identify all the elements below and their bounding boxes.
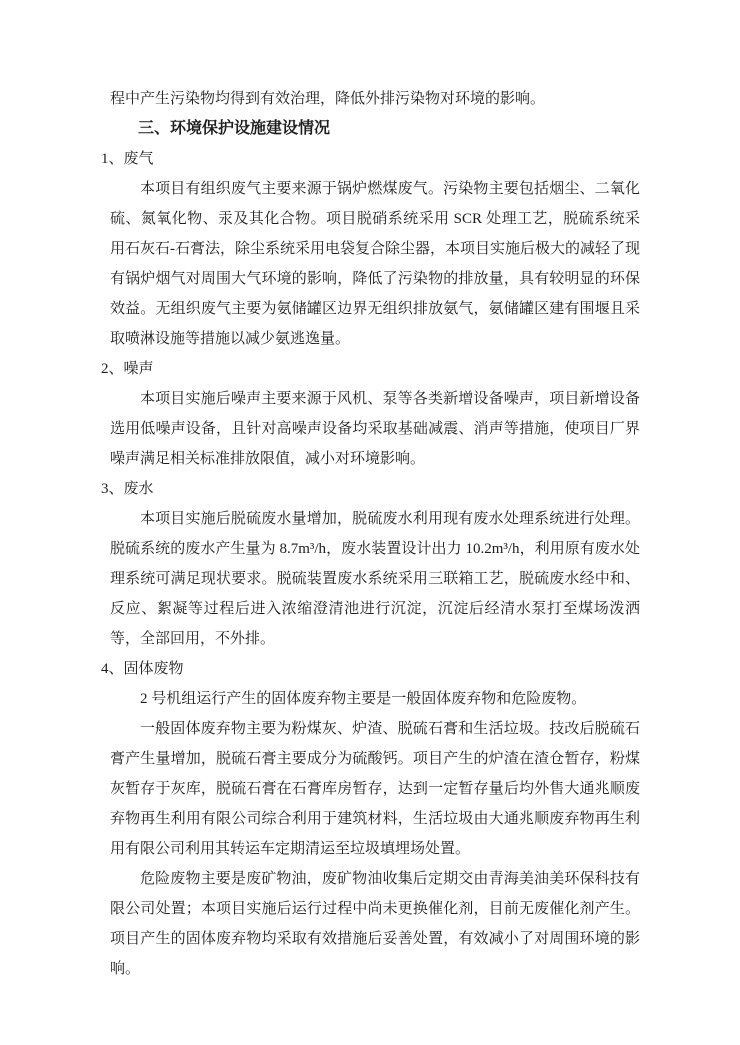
solid-waste-paragraph-overview: 2 号机组运行产生的固体废弃物主要是一般固体废弃物和危险废物。 <box>140 691 587 707</box>
waste-gas-paragraph: 本项目有组织废气主要来源于锅炉燃煤废气。污染物主要包括烟尘、二氧化硫、氮氧化物、汞及其化合物。项目脱硝系统采用 SCR 处理工艺，脱硫系统采用石灰石-石膏法，除尘系统采用电袋复合除尘器，本项目实施后极大的减轻了现有锅炉烟气对周围大气环境的影响，降低了污染物的排放量，具有较明显的环保效益。无组织废气主要为氨储罐区边界无组织排放氨气，氨储罐区建有围堰且采取喷淋设施等措施以减少氨逃逸量。 <box>110 181 640 347</box>
subsection-title-solid-waste: 4、固体废物 <box>101 661 184 677</box>
section-heading: 三、环境保护设施建设情况 <box>138 120 331 137</box>
solid-waste-paragraph-hazardous: 危险废物主要是废矿物油，废矿物油收集后定期交由青海美油美环保科技有限公司处置；本项目实施后运行过程中尚未更换催化剂，目前无废催化剂产生。项目产生的固体废弃物均采取有效措施后妥善处置，有效减小了对周围环境的影响。 <box>110 871 640 977</box>
wastewater-paragraph: 本项目实施后脱硫废水量增加，脱硫废水利用现有废水处理系统进行处理。脱硫系统的废水产生量为 8.7m³/h，废水装置设计出力 10.2m³/h，利用原有废水处理系统可满足现状要求。脱硫装置废水系统采用三联箱工艺，脱硫废水经中和、反应、絮凝等过程后进入浓缩澄清池进行沉淀，沉淀后经清水泵打至煤场泼洒等，全部回用，不外排。 <box>110 511 640 647</box>
continuation-paragraph: 程中产生污染物均得到有效治理，降低外排污染物对环境的影响。 <box>110 91 546 107</box>
noise-paragraph: 本项目实施后噪声主要来源于风机、泵等各类新增设备噪声，项目新增设备选用低噪声设备，且针对高噪声设备均采取基础减震、消声等措施，使项目厂界噪声满足相关标准排放限值，减小对环境影响。 <box>110 391 640 467</box>
subsection-title-noise: 2、噪声 <box>101 361 154 377</box>
subsection-title-wastewater: 3、废水 <box>101 481 154 497</box>
solid-waste-paragraph-general: 一般固体废弃物主要为粉煤灰、炉渣、脱硫石膏和生活垃圾。技改后脱硫石膏产生量增加，脱硫石膏主要成分为硫酸钙。项目产生的炉渣在渣仓暂存，粉煤灰暂存于灰库，脱硫石膏在石膏库房暂存，达到一定暂存量后均外售大通兆顺废弃物再生利用有限公司综合利用于建筑材料，生活垃圾由大通兆顺废弃物再生利用有限公司利用其转运车定期清运至垃圾填埋场处置。 <box>110 721 640 857</box>
subsection-title-waste-gas: 1、废气 <box>101 151 154 167</box>
